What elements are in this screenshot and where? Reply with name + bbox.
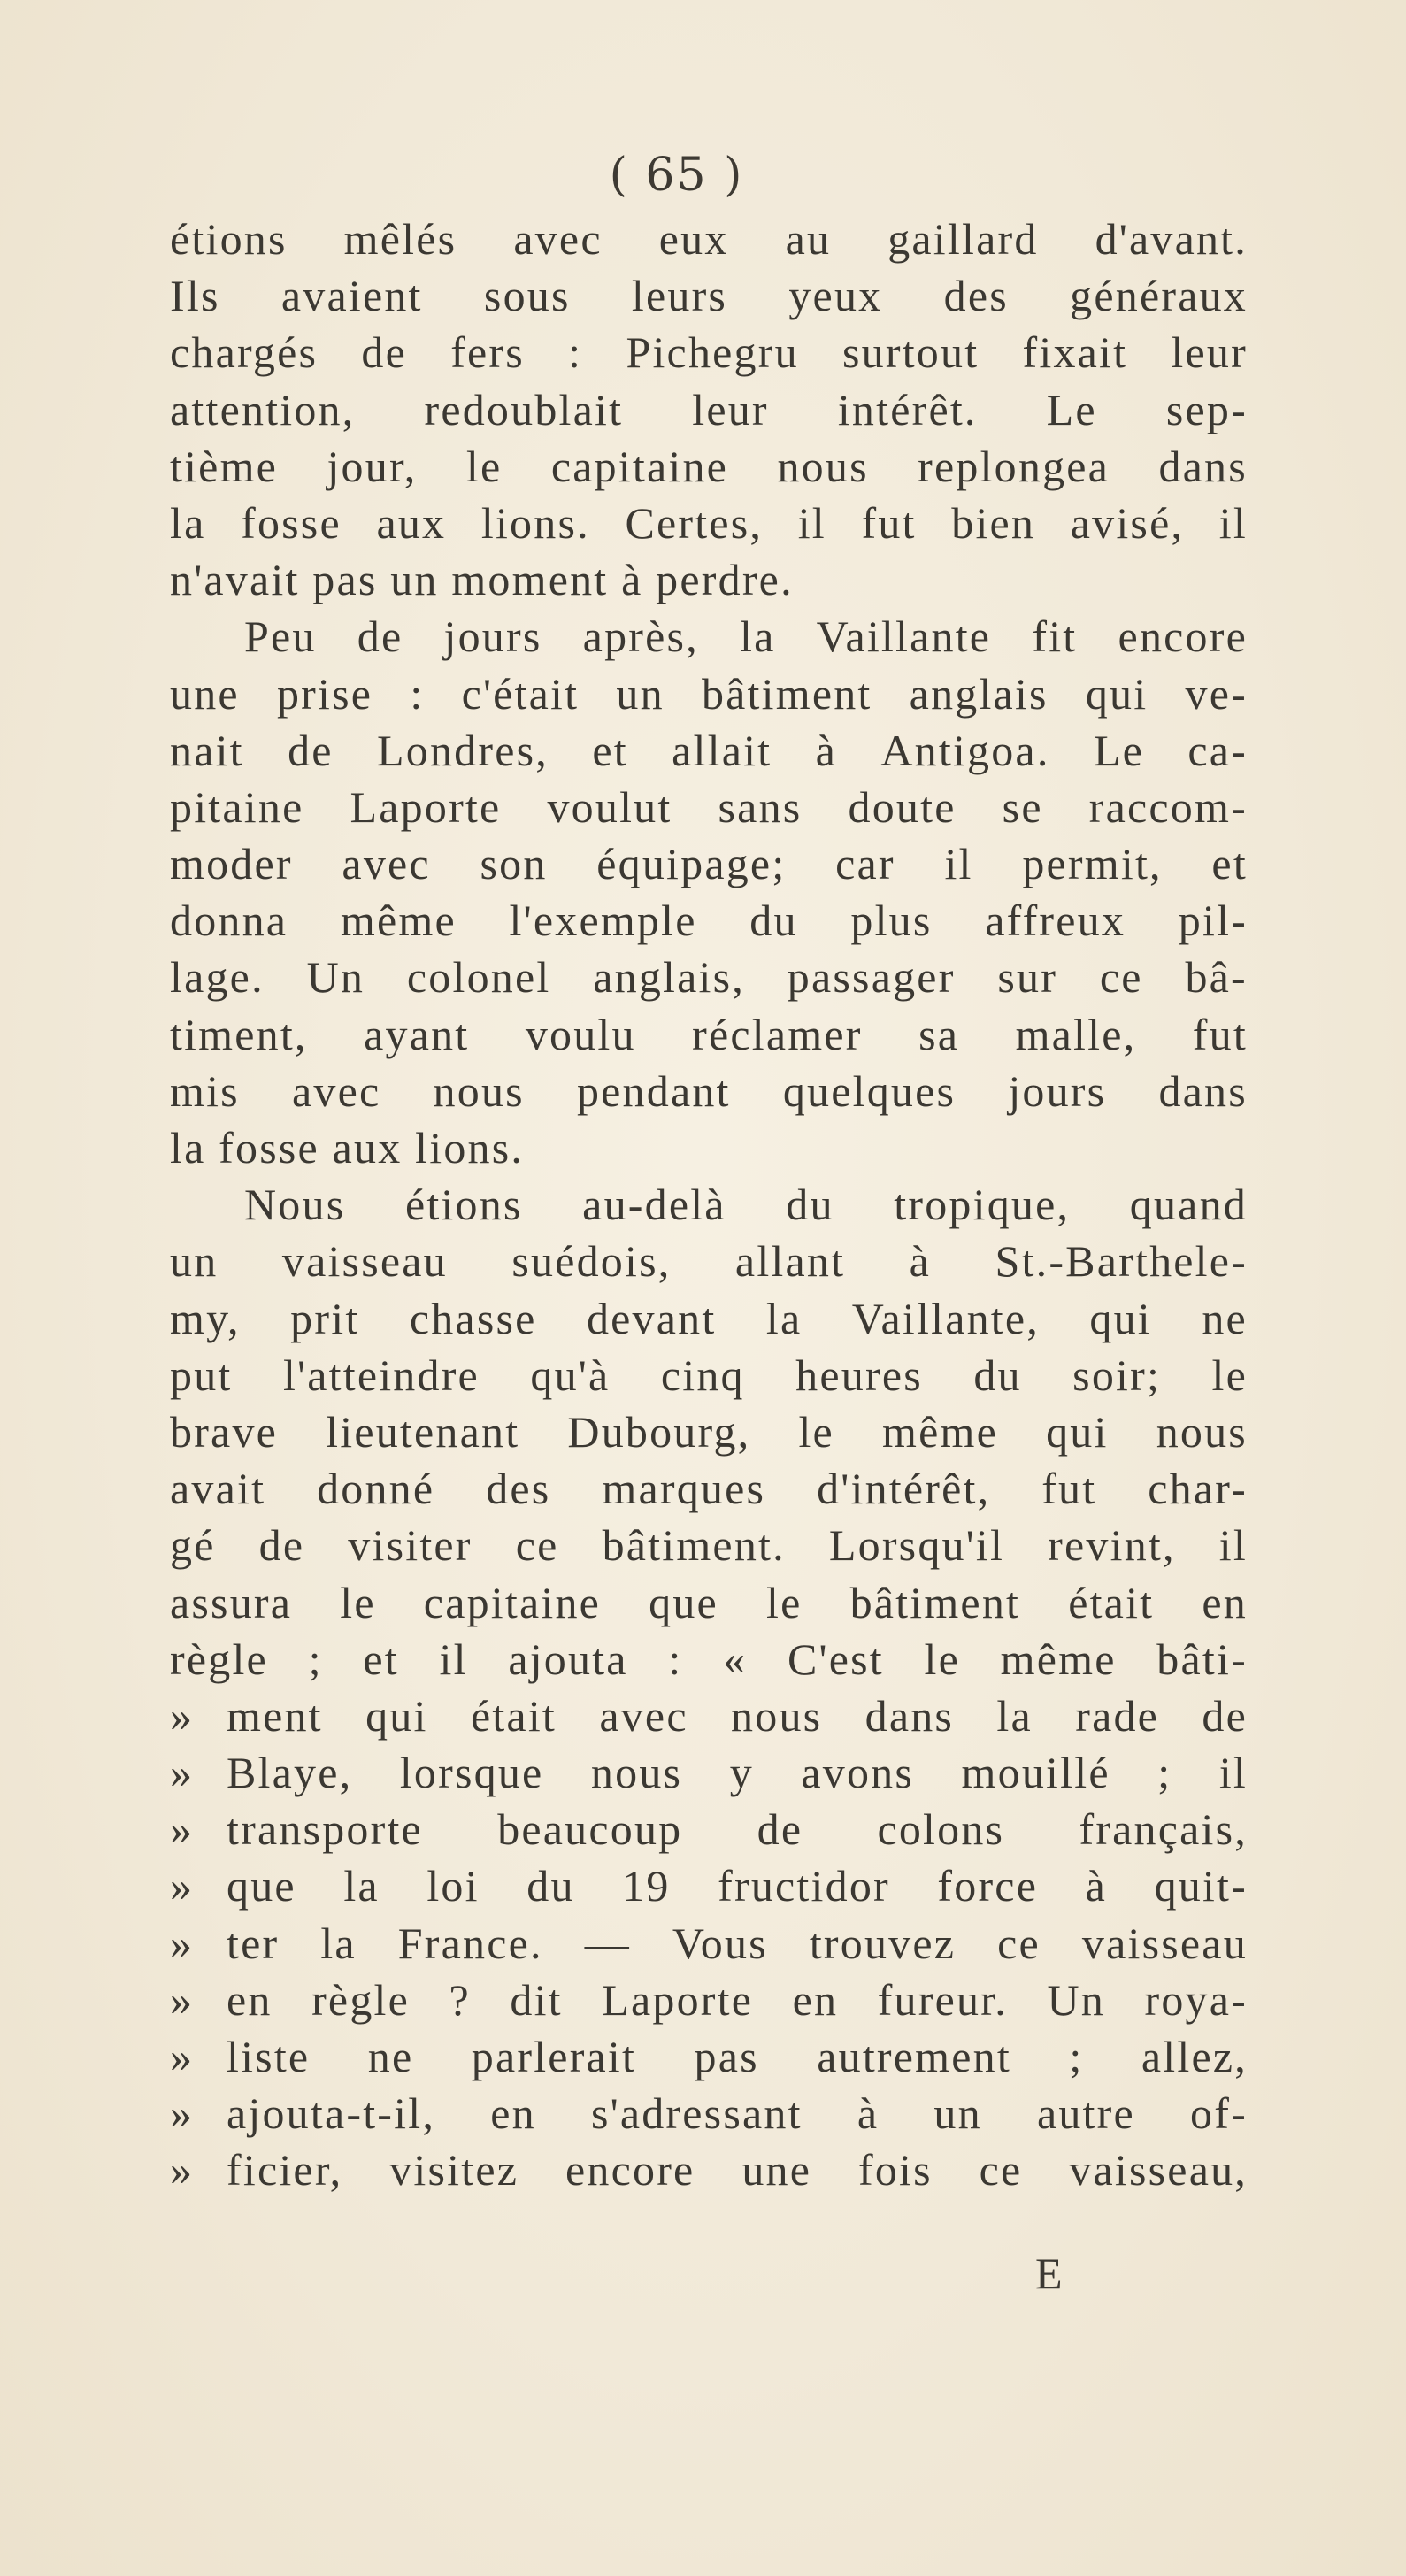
text-line: Peu de jours après, la Vaillante fit encore: [244, 611, 1248, 662]
text-line: gé de visiter ce bâtiment. Lorsqu'il revint, il: [170, 1520, 1248, 1571]
quote-mark: »: [170, 2032, 195, 2081]
text-line: » liste ne parlerait pas autrement ; allez,: [170, 2028, 1248, 2085]
text-line: nait de Londres, et allait à Antigoa. Le ca-: [170, 725, 1248, 775]
text-line: » en règle ? dit Laporte en fureur. Un roya-: [170, 1972, 1248, 2028]
text-line: » que la loi du 19 fructidor force à quit-: [170, 1857, 1248, 1914]
page-number-text: ( 65 ): [609, 149, 744, 202]
text-line: brave lieutenant Dubourg, le même qui nous: [170, 1406, 1248, 1457]
body-text: [170, 211, 1248, 2199]
text-line: mis avec nous pendant quelques jours dans: [170, 1065, 1248, 1116]
text-line: Nous étions au-delà du tropique, quand: [244, 1180, 1248, 1230]
quote-mark: »: [170, 1804, 195, 1855]
quote-mark: »: [170, 2145, 195, 2195]
text-line: moder avec son équipage; car il permit, et: [170, 839, 1248, 889]
text-line: timent, ayant voulu réclamer sa malle, fut: [170, 1009, 1248, 1059]
text-line: Ils avaient sous leurs yeux des généraux: [170, 271, 1248, 321]
text-line: un vaisseau suédois, allant à St.-Barthele-: [170, 1236, 1248, 1287]
page-number: [0, 149, 1406, 202]
text-line: règle ; et il ajouta : « C'est le même bâti-: [170, 1634, 1248, 1684]
text-line: la fosse aux lions. Certes, il fut bien avisé, il: [170, 497, 1248, 548]
signature-mark: E: [1035, 2249, 1063, 2298]
text-line: chargés de fers : Pichegru surtout fixait leur: [170, 327, 1248, 378]
text-line: avait donné des marques d'intérêt, fut char-: [170, 1464, 1248, 1514]
text-line: pitaine Laporte voulut sans doute se raccom-: [170, 781, 1248, 832]
text-line: » ter la France. — Vous trouvez ce vaisseau: [170, 1915, 1248, 1972]
quote-mark: »: [170, 1974, 195, 2025]
text-line: une prise : c'était un bâtiment anglais qui ve-: [170, 668, 1248, 719]
text-line: la fosse aux lions.: [170, 1123, 525, 1173]
quote-mark: »: [170, 1690, 195, 1741]
text-line: étions mêlés avec eux au gaillard d'avant.: [170, 214, 1248, 264]
text-line: donna même l'exemple du plus affreux pil-: [170, 896, 1248, 946]
quote-mark: »: [170, 1861, 195, 1911]
quote-mark: »: [170, 1918, 195, 1968]
text-line: attention, redoublait leur intérêt. Le sep-: [170, 384, 1248, 434]
text-line: » ficier, visitez encore une fois ce vaisseau,: [170, 2142, 1248, 2198]
text-line: lage. Un colonel anglais, passager sur ce bâ-: [170, 952, 1248, 1003]
text-line: n'avait pas un moment à perdre.: [170, 555, 794, 605]
text-line: » ajouta-t-il, en s'adressant à un autre of-: [170, 2085, 1248, 2142]
text-line: tième jour, le capitaine nous replongea dans: [170, 441, 1248, 491]
quote-mark: »: [170, 2088, 195, 2139]
quote-mark: »: [170, 1748, 195, 1798]
text-line: put l'atteindre qu'à cinq heures du soir; le: [170, 1350, 1248, 1400]
text-line: » ment qui était avec nous dans la rade de: [170, 1688, 1248, 1744]
text-line: » transporte beaucoup de colons français,: [170, 1801, 1248, 1857]
text-line: » Blaye, lorsque nous y avons mouillé ; il: [170, 1744, 1248, 1801]
text-line: assura le capitaine que le bâtiment était en: [170, 1577, 1248, 1627]
text-line: my, prit chasse devant la Vaillante, qui ne: [170, 1293, 1248, 1343]
